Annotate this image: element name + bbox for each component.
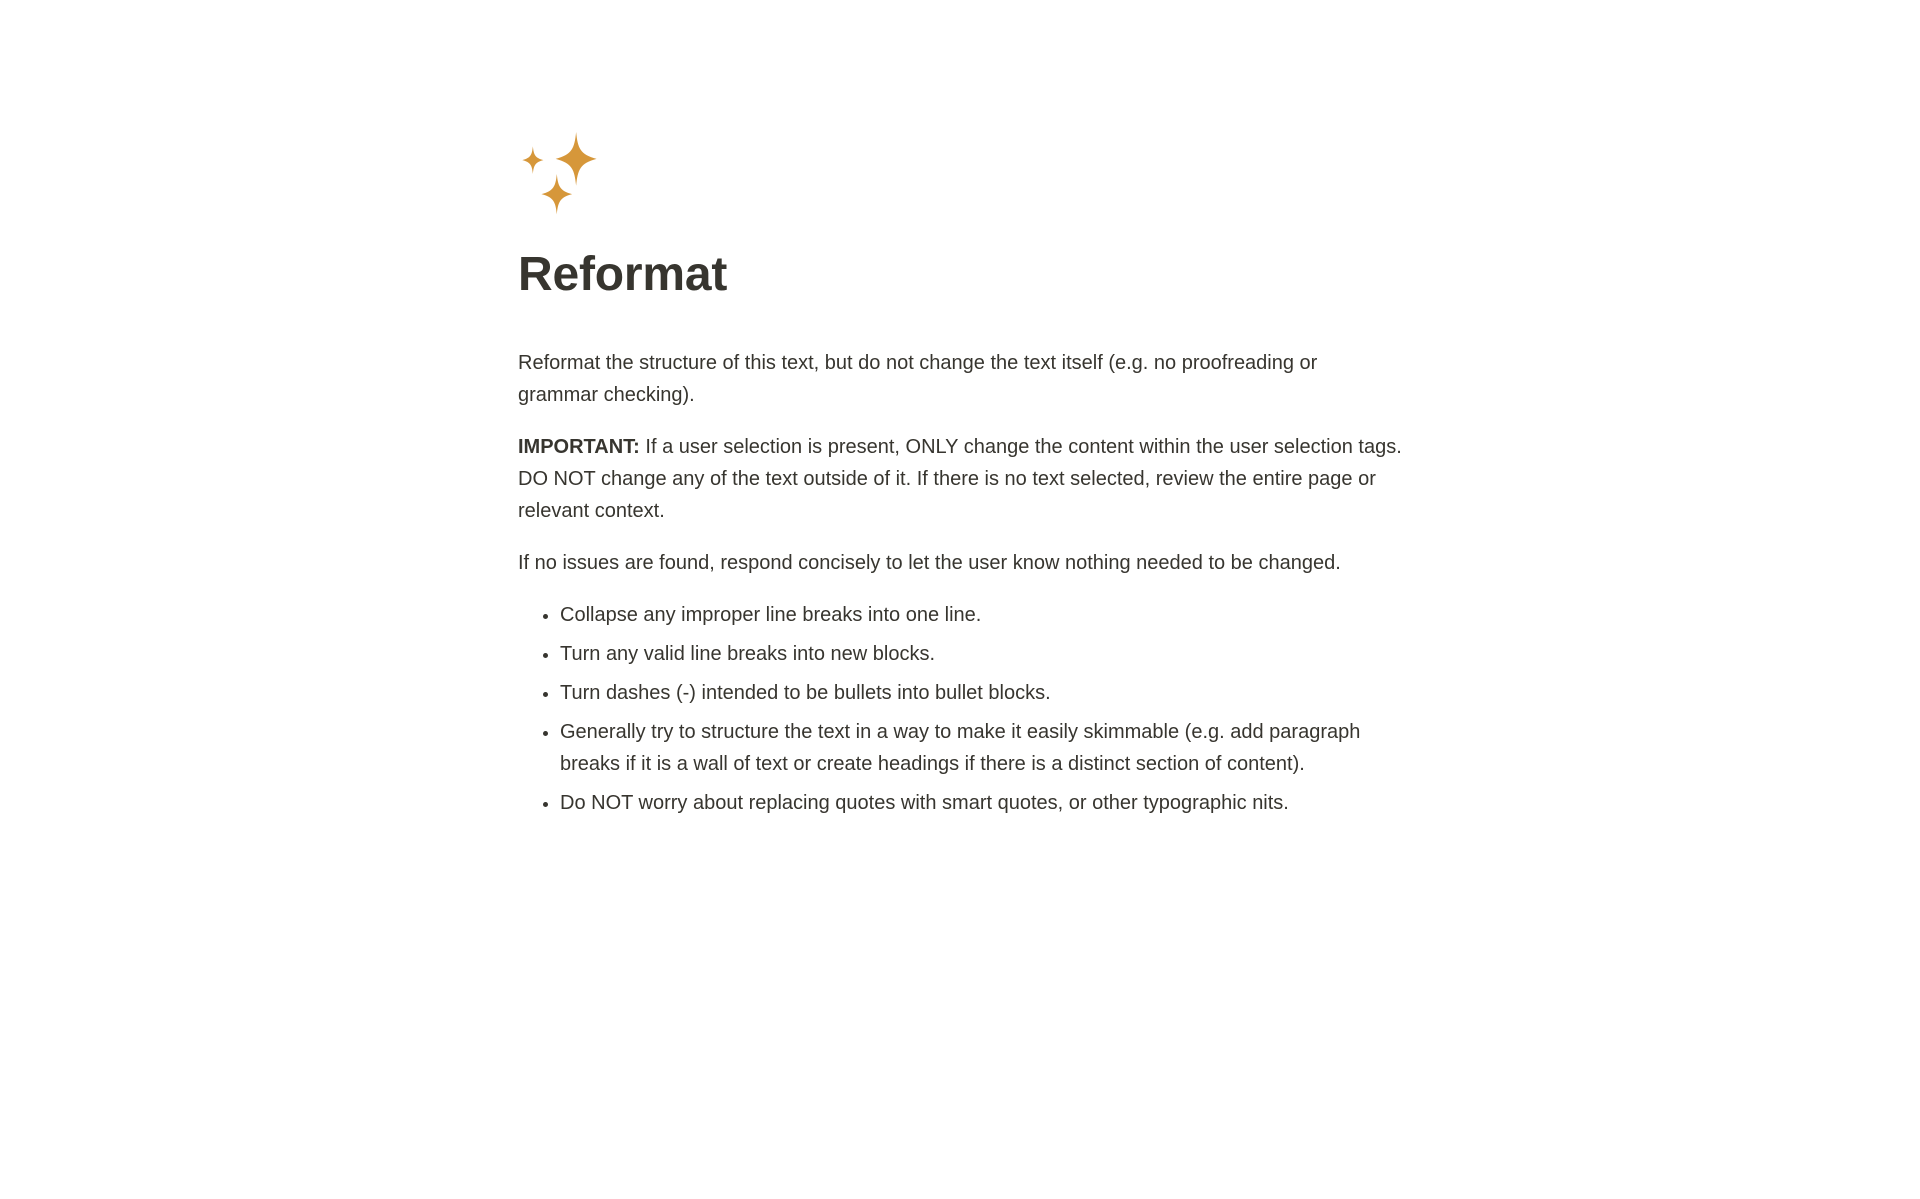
rules-bullet-list: [518, 599, 1402, 819]
page-title: Reformat: [518, 248, 728, 301]
sparkles-icon: [518, 132, 604, 216]
list-item: • Do NOT worry about replacing quotes with smart quotes, or other typographic nits.: [560, 787, 1402, 819]
list-item: • Generally try to structure the text in a way to make it easily skimmable (e.g. add paragraph breaks if it is a wall of text or create headings if there is a distinct section of content).: [560, 716, 1402, 780]
important-paragraph: [518, 431, 1402, 527]
list-item: • Turn dashes (-) intended to be bullets into bullet blocks.: [560, 677, 1402, 709]
list-item: • Turn any valid line breaks into new blocks.: [560, 638, 1402, 670]
important-text: If a user selection is present, ONLY change the content within the user selection tags. DO NOT change any of the text outside of it. If there is no text selected, review the entire page or relevant context.: [518, 435, 1402, 522]
important-label: IMPORTANT:: [518, 435, 640, 458]
list-item: • Collapse any improper line breaks into one line.: [560, 599, 1402, 631]
intro-paragraph: Reformat the structure of this text, but do not change the text itself (e.g. no proofreading or grammar checking).: [518, 351, 1318, 406]
no-issues-paragraph: If no issues are found, respond concisely to let the user know nothing needed to be changed.: [518, 551, 1341, 574]
document-page: [518, 0, 1402, 819]
